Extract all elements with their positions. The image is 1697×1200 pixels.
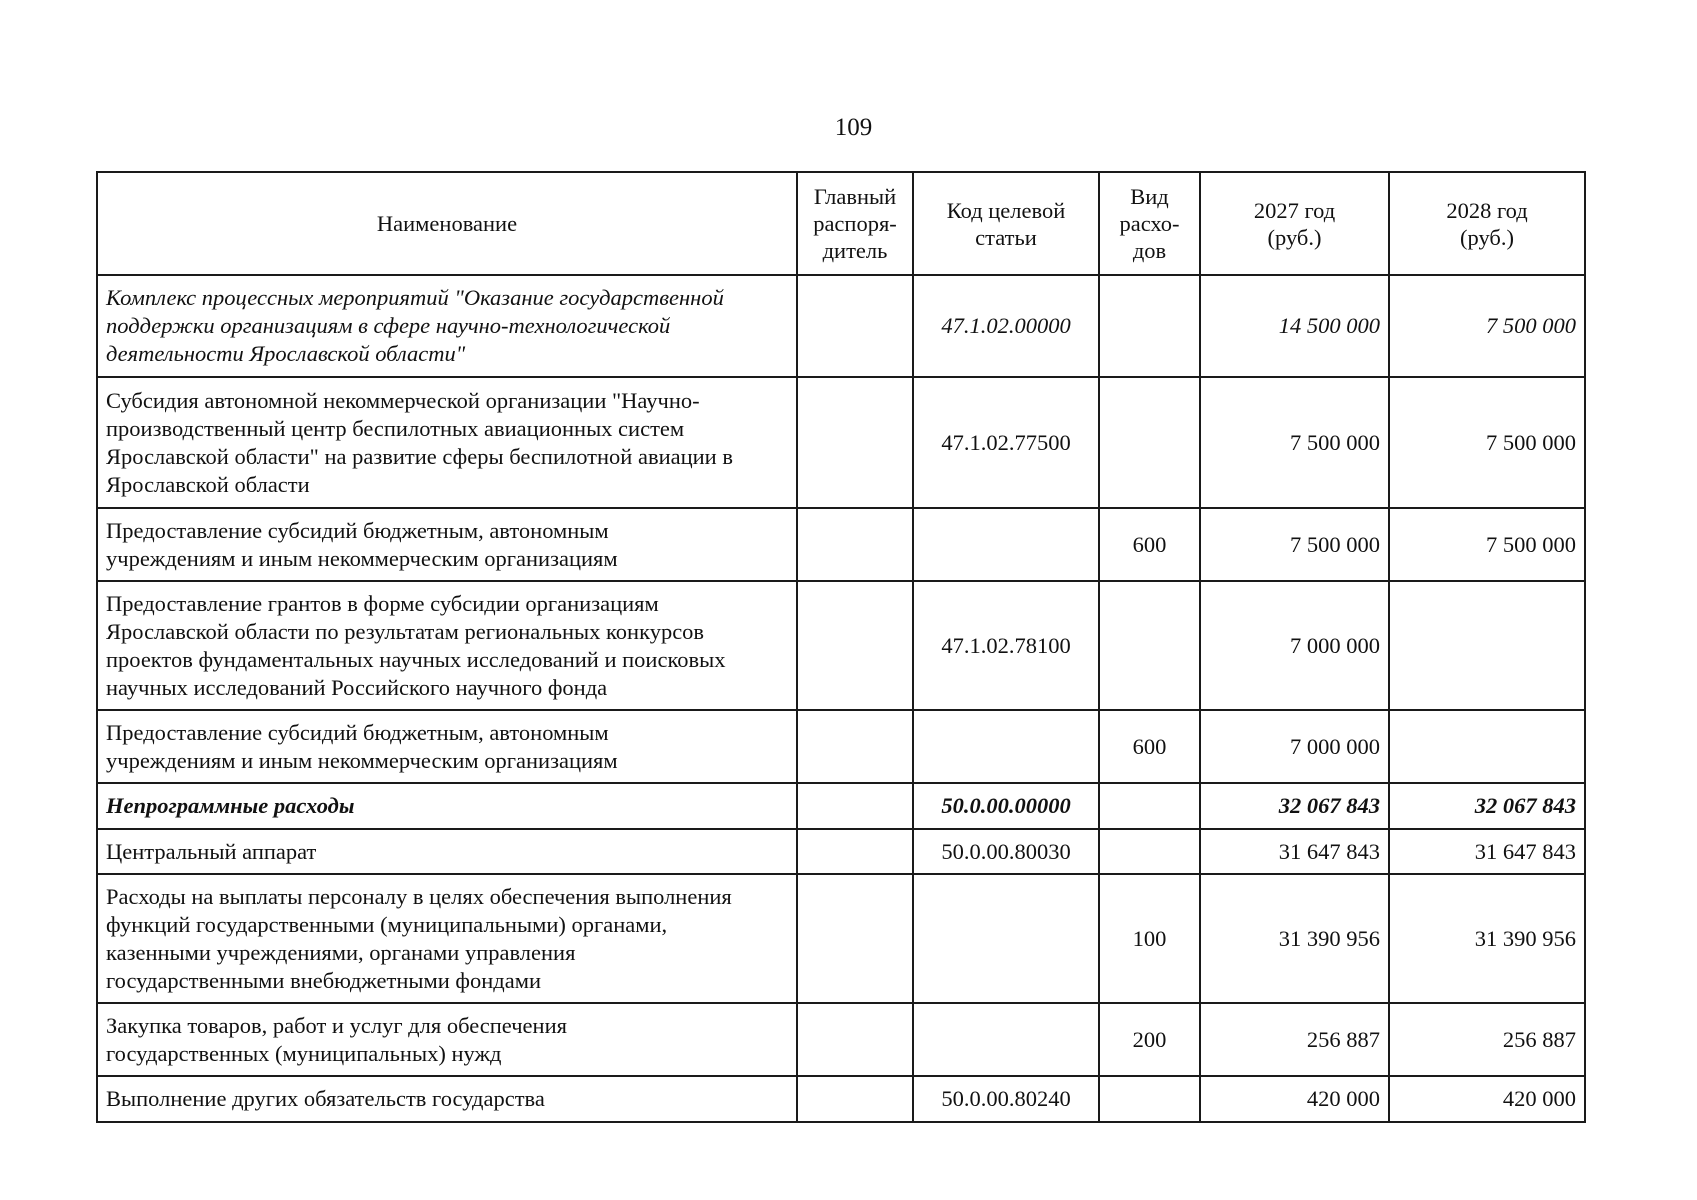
table-header-row (97, 172, 1585, 275)
cell-code: 50.0.00.80240 (913, 1076, 1099, 1122)
cell-2028: 31 647 843 (1389, 829, 1585, 874)
cell-name: Закупка товаров, работ и услуг для обеспечения государственных (муниципальных) нужд (97, 1003, 797, 1076)
cell-kind: 100 (1099, 874, 1200, 1003)
cell-kind: 600 (1099, 710, 1200, 783)
cell-manager (797, 1076, 913, 1122)
cell-2028 (1389, 581, 1585, 710)
cell-2027: 32 067 843 (1200, 783, 1389, 829)
cell-manager (797, 581, 913, 710)
table-row (97, 829, 1585, 874)
cell-2027: 31 647 843 (1200, 829, 1389, 874)
table-row (97, 275, 1585, 377)
cell-name: Субсидия автономной некоммерческой организации "Научно- производственный центр беспилотных авиационных систем Ярославской области" на развитие сферы беспилотной авиации в Ярославской области (97, 377, 797, 508)
table-row (97, 508, 1585, 581)
header-code: Код целевой статьи (913, 172, 1099, 275)
cell-2028: 256 887 (1389, 1003, 1585, 1076)
cell-kind (1099, 783, 1200, 829)
cell-manager (797, 710, 913, 783)
cell-2027: 7 000 000 (1200, 581, 1389, 710)
cell-2028: 32 067 843 (1389, 783, 1585, 829)
cell-code (913, 1003, 1099, 1076)
cell-kind (1099, 377, 1200, 508)
cell-manager (797, 377, 913, 508)
cell-kind (1099, 829, 1200, 874)
cell-2028: 420 000 (1389, 1076, 1585, 1122)
cell-name: Выполнение других обязательств государства (97, 1076, 797, 1122)
cell-kind (1099, 1076, 1200, 1122)
cell-manager (797, 1003, 913, 1076)
cell-2028 (1389, 710, 1585, 783)
table-row (97, 710, 1585, 783)
cell-code: 50.0.00.80030 (913, 829, 1099, 874)
table-row (97, 1003, 1585, 1076)
cell-name: Непрограммные расходы (97, 783, 797, 829)
cell-2028: 31 390 956 (1389, 874, 1585, 1003)
table-body (97, 275, 1585, 1122)
header-kind: Вид расхо- дов (1099, 172, 1200, 275)
cell-code: 47.1.02.77500 (913, 377, 1099, 508)
header-2027: 2027 год (руб.) (1200, 172, 1389, 275)
cell-kind (1099, 275, 1200, 377)
cell-kind: 200 (1099, 1003, 1200, 1076)
cell-name: Предоставление субсидий бюджетным, автономным учреждениям и иным некоммерческим организациям (97, 710, 797, 783)
cell-manager (797, 508, 913, 581)
header-name: Наименование (97, 172, 797, 275)
cell-2028: 7 500 000 (1389, 508, 1585, 581)
cell-manager (797, 783, 913, 829)
cell-code: 47.1.02.78100 (913, 581, 1099, 710)
cell-code (913, 710, 1099, 783)
cell-2027: 31 390 956 (1200, 874, 1389, 1003)
table-row (97, 581, 1585, 710)
page-number: 109 (834, 114, 873, 141)
budget-table (96, 171, 1586, 1123)
cell-name: Расходы на выплаты персоналу в целях обеспечения выполнения функций государственными (муниципальными) органами, казенными учреждениями, органами управления государственными внебюджетными фондами (97, 874, 797, 1003)
cell-manager (797, 275, 913, 377)
cell-2027: 7 500 000 (1200, 377, 1389, 508)
cell-manager (797, 874, 913, 1003)
cell-2027: 420 000 (1200, 1076, 1389, 1122)
cell-code (913, 874, 1099, 1003)
cell-code: 47.1.02.00000 (913, 275, 1099, 377)
cell-name: Центральный аппарат (97, 829, 797, 874)
cell-kind (1099, 581, 1200, 710)
cell-kind: 600 (1099, 508, 1200, 581)
cell-name: Предоставление субсидий бюджетным, автономным учреждениям и иным некоммерческим организациям (97, 508, 797, 581)
cell-2028: 7 500 000 (1389, 275, 1585, 377)
table-row (97, 874, 1585, 1003)
cell-2027: 7 500 000 (1200, 508, 1389, 581)
cell-2027: 256 887 (1200, 1003, 1389, 1076)
table-row (97, 783, 1585, 829)
cell-name: Предоставление грантов в форме субсидии организациям Ярославской области по результатам региональных конкурсов проектов фундаментальных научных исследований и поисковых научных исследований Российского научного фонда (97, 581, 797, 710)
cell-manager (797, 829, 913, 874)
header-2028: 2028 год (руб.) (1389, 172, 1585, 275)
cell-2027: 7 000 000 (1200, 710, 1389, 783)
table-row (97, 377, 1585, 508)
cell-2028: 7 500 000 (1389, 377, 1585, 508)
header-manager: Главный распоря- дитель (797, 172, 913, 275)
table-row (97, 1076, 1585, 1122)
cell-code: 50.0.00.00000 (913, 783, 1099, 829)
cell-name: Комплекс процессных мероприятий "Оказание государственной поддержки организациям в сфере научно-технологической деятельности Ярославской области" (97, 275, 797, 377)
cell-2027: 14 500 000 (1200, 275, 1389, 377)
cell-code (913, 508, 1099, 581)
